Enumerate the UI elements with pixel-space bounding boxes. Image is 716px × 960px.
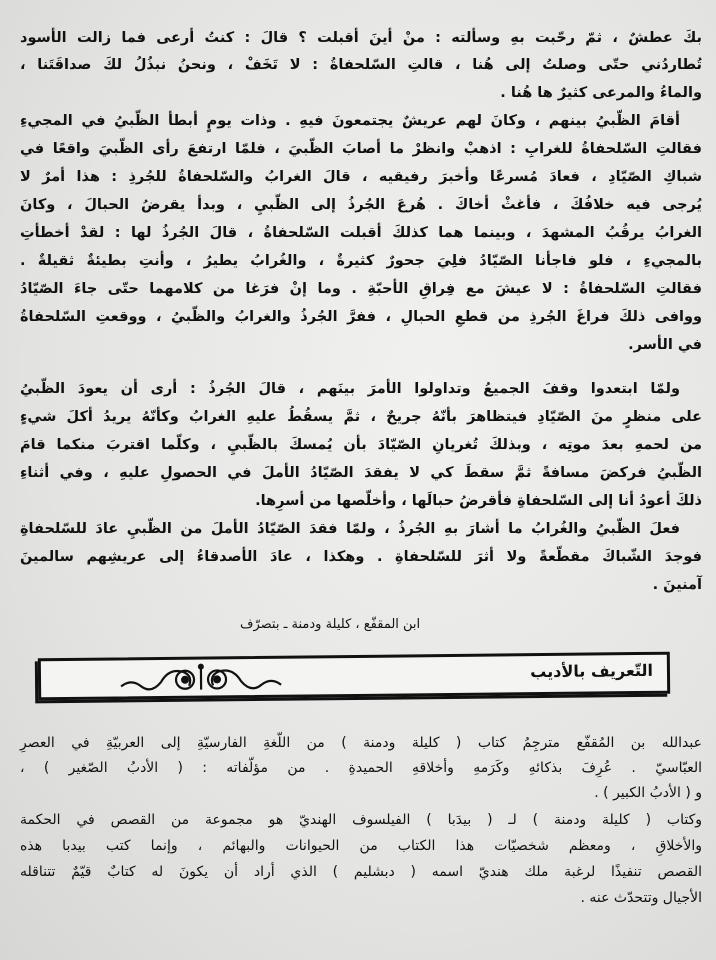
story-line: الغرابُ يرقُبُ المشهدَ ، وبينما هما كذلكَ أقبلت السّلحفاةُ ، قالَ الجُرذُ لها : لقدْ أخطأتِ [20,225,702,241]
story-line: شباكِ الصّيّادِ ، فعادَ مُسرعًا وأخبرَ رفيقيه ، قالَ الغرابُ والسّلحفاةُ للجُرذِ : هذا أمرٌ لا [20,169,702,185]
story-line: والماءُ والمرعى كثيرٌ ها هُنا . [500,85,702,101]
ornament-icon [111,661,291,695]
story-line: أقامَ الظّبيُ بينهم ، وكانَ لهم عريشٌ يجتمعونَ فيهِ . وذات يومٍ أبطأ الظّبيُ في المجيءِ [20,113,680,129]
section-banner [38,652,670,701]
story-line: ولمّا ابتعدوا وقفَ الجميعُ وتداولوا الأمرَ بينَهم ، قالَ الجُرذُ : أرى أن يعودَ الظّبيُ [20,381,680,397]
story-line: تُطاردُني حتّى وصلتُ إلى هُنا ، قالتِ السّلحفاةُ : لا تَخَفْ ، ونحنُ نبذُلُ لكَ صداقَتَنا ، [20,57,702,73]
story-line: آمنينَ . [652,577,702,593]
bio-line: والأخلاقِ ، ومعظم شخصيّات هذا الكتاب من الحيوانات والبهائم ، وإنما كتب بيدبا هذه [20,838,702,854]
bio-line: وكتاب ( كليلة ودمنة ) لـ ( بيدَبا ) الفيلسوف الهنديّ هو مجموعة من القصص في الحكمة [20,812,702,828]
story-line: بالمجيءِ ، فلو فاجأنا الصّيّادُ فلِيَ جحورٌ كثيرةٌ ، والغُرابُ يطيرُ ، وأنتِ بطيئةٌ ثقيلةٌ . [20,253,702,269]
story-line: الظّبيُ فركضَ مسافةً ثمَّ سقطَ كي لا يفقدَ الصّيّادُ الأملَ في الحصولِ عليهِ ، وفي أثناءِ [20,465,702,481]
bio-line: القصص تنفيذًا لرغبة ملك هنديّ اسمه ( دبشليم ) الذي أراد أن يكونَ له كتابٌ قيّمٌ تتناقله [20,864,702,880]
story-line: فوجدَ الشّباكَ مقطّعةً ولا أثرَ للسّلحفاةِ . وهكذا ، عادَ الأصدقاءُ إلى عريشِهم سالمينَ [20,549,702,565]
story-line: على منظرٍ منَ الصّيّادِ فيتظاهرَ بأنّهُ جريحٌ ، ثمَّ يسقُطُ عليهِ الغرابُ وكأنّهُ يريدُ أكلَ شيءٍ [20,409,702,425]
bio-line: و ( الأدبُ الكبير ) . [594,785,702,801]
story-line: فقالتِ السّلحفاةُ : لا عيشَ مع فِراقِ الأحبّةِ . وما إنْ فرَغا من كلامهما حتّى جاءَ الصّيّادُ [20,281,702,297]
bio-line: الأجيال وتتحدّث عنه . [580,890,702,906]
bio-line: العبّاسيّ . عُرِفَ بذكائهِ وكَرَمهِ وأخلاقهِ الحميدةِ . من مؤلّفاته : ( الأدبُ الصّغير ) ، [20,760,702,776]
section-heading: التّعريف بالأديب [530,660,654,682]
story-line: يُرجى فيه خلافُكَ ، فأغثْ أخاكَ . هُرعَ الجُرذُ إلى الظّبيِ ، وبدأ يقرضُ الحبالَ ، وكانَ [20,197,702,213]
story-line: فقالتِ السّلحفاةُ للغرابِ : اذهبْ وانظرْ ما أصابَ الظّبيَ ، فلمّا ارتفعَ رأى الظّبيَ واقعًا في [20,141,702,157]
story-line: ذلكَ أعودُ أنا إلى السّلحفاةِ فأقرضُ حبالَها ، وأخلّصها من أسرِها. [255,493,702,509]
story-line: بكَ عطشٌ ، ثمّ رحّبت بهِ وسألته : منْ أينَ أقبلت ؟ قالَ : كنتُ أرعى فما زالت الأسود [20,30,702,46]
story-line: فعلَ الظّبيُ والغُرابُ ما أشارَ بهِ الجُرذُ ، ولمّا فقدَ الصّيّادُ الأملَ من الظّبيِ عادَ للسّلحفاةِ [20,521,680,537]
source-citation: ابن المقفّع ، كليلة ودمنة ـ بتصرّف [240,617,421,632]
bio-line: عبدالله بن المُقفّع مترجِمُ كتاب ( كليلة ودمنة ) من اللّغةِ الفارسيّةِ إلى العربيّةِ في العصرِ [20,735,702,751]
story-line: من لحمهِ بعدَ موتِه ، وبذلكَ تُغريانِ الصّيّادَ بأن يُمسكَ بالظّبيِ ، وكلّما اقتربَ منكما قامَ [20,437,702,453]
story-line: ووافى ذلكَ فراغَ الجُرذِ من قطعِ الحبالِ ، ففرَّ الجُرذُ والغرابُ والظّبيُ ، ووقعتِ السّلحفاةُ [20,309,702,325]
story-line: في الأسر. [628,337,702,353]
